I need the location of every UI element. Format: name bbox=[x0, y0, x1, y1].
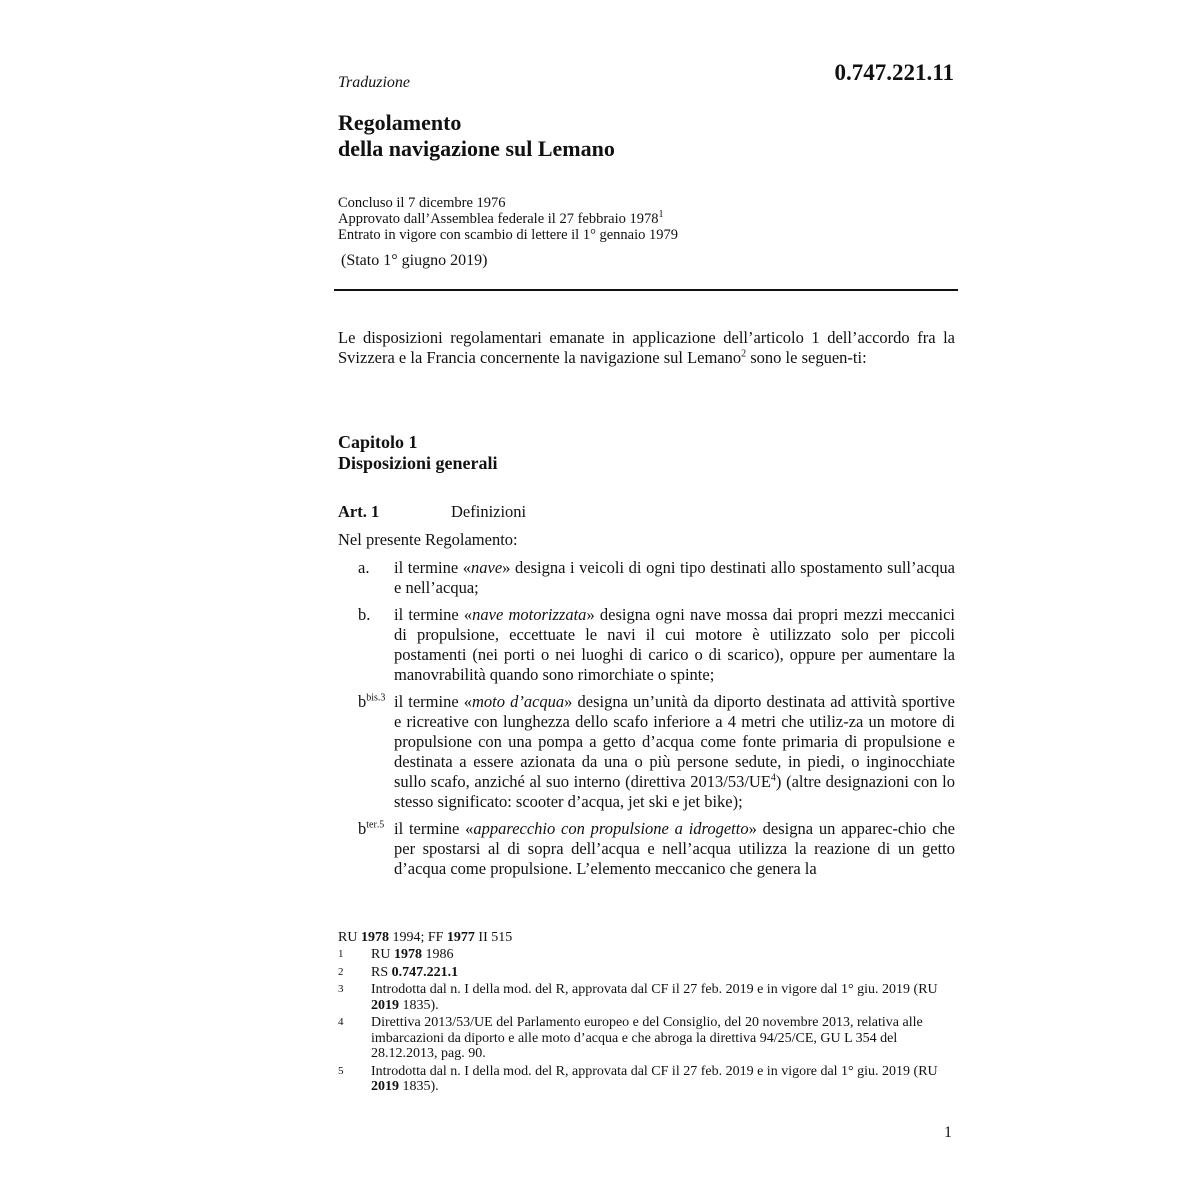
translation-label: Traduzione bbox=[338, 74, 411, 91]
item-text: il termine «apparecchio con propulsione a idrogetto» designa un apparec-chio che per spostarsi al di sopra dell’acqua e nell’acqua utilizza la reazione di un getto d’acqua come propulsione. L’elemento meccanico che genera la bbox=[394, 819, 955, 878]
status-date: (Stato 1° giugno 2019) bbox=[341, 252, 488, 269]
in-force-date: Entrato in vigore con scambio di lettere il 1° gennaio 1979 bbox=[338, 227, 679, 243]
article-lead: Nel presente Regolamento: bbox=[338, 530, 518, 549]
article-number: Art. 1 bbox=[338, 502, 380, 521]
item-label: a. bbox=[358, 558, 370, 577]
footnote-number: 2 bbox=[338, 965, 344, 978]
footnote-text: Direttiva 2013/53/UE del Parlamento europeo e del Consiglio, del 20 novembre 2013, relativa alle imbarcazioni da diporto e alle moto d’acqua e che abroga la direttiva 94/25/CE, GU L 354 del 28.12.2013, pag. 90. bbox=[371, 1015, 923, 1061]
chapter-number: Capitolo 1 bbox=[338, 432, 418, 452]
footnote-ref[interactable]: 4 bbox=[770, 772, 776, 784]
footnote-ref[interactable]: .3 bbox=[377, 692, 386, 704]
chapter-title: Disposizioni generali bbox=[338, 453, 498, 473]
list-item bbox=[338, 558, 955, 598]
footnote bbox=[338, 947, 938, 963]
item-text: il termine «nave» designa i veicoli di ogni tipo destinati allo spostamento sull’acqua e nell’acqua; bbox=[394, 558, 955, 597]
footnote-text: RU 1978 1986 bbox=[371, 947, 454, 962]
article-title: Definizioni bbox=[451, 502, 527, 521]
item-label: $b^{bis.3}$ bbox=[358, 692, 386, 711]
footnote bbox=[338, 982, 938, 1013]
footnote bbox=[338, 965, 938, 981]
footnote bbox=[338, 1064, 938, 1095]
footnote-ref[interactable]: 1 bbox=[658, 209, 664, 221]
document-title bbox=[338, 110, 615, 162]
footnote-text: Introdotta dal n. I della mod. del R, approvata dal CF il 27 feb. 2019 e in vigore dal 1° giu. 2019 (RU 2019 1835). bbox=[371, 1063, 938, 1094]
footnote-ref[interactable]: 2 bbox=[741, 348, 747, 360]
list-item bbox=[338, 605, 955, 685]
list-item bbox=[338, 819, 955, 879]
concluded-date: Concluso il 7 dicembre 1976 bbox=[338, 195, 506, 211]
document-metadata bbox=[338, 195, 678, 243]
title-line-1: Regolamento bbox=[338, 110, 462, 135]
header-divider bbox=[334, 289, 958, 291]
article-heading bbox=[338, 502, 526, 522]
document-number: 0.747.221.11 bbox=[834, 60, 954, 85]
footnote bbox=[338, 1015, 938, 1062]
definitions-list bbox=[338, 558, 955, 886]
footnote-number: 4 bbox=[338, 1016, 344, 1028]
chapter-heading bbox=[338, 432, 498, 474]
item-label: b. bbox=[358, 605, 371, 624]
page-number: 1 bbox=[944, 1124, 952, 1141]
footnotes bbox=[338, 947, 938, 1097]
approved-date: Approvato dall’Assemblea federale il 27 febbraio 1978$^1$ bbox=[338, 209, 664, 227]
source-reference: RU 1978 1994; FF 1977 II 515 bbox=[338, 930, 513, 945]
footnote-number: 3 bbox=[338, 983, 344, 995]
footnote-number: 1 bbox=[338, 948, 344, 960]
title-line-2: della navigazione sul Lemano bbox=[338, 136, 615, 161]
item-text: il termine «moto d’acqua» designa un’unità da diporto destinata ad attività sportive e ricreative con lunghezza dello scafo inferiore a 4 metri che utiliz-za un motore di propulsione con una pompa a getto d’acqua come fonte primaria di propulsione e destinata a essere azionata da una o più persone sedute, in piedi, o inginocchiate sullo scafo, anziché al suo interno (direttiva $2013/53/UE^4$) (altre designazioni con lo stesso significato: scooter d’acqua, jet ski e jet bike); bbox=[394, 692, 955, 811]
footnote-ref[interactable]: .5 bbox=[376, 819, 385, 831]
item-label: $b^{ter.5}$ bbox=[358, 819, 385, 838]
footnote-number: 5 bbox=[338, 1064, 344, 1077]
item-text: il termine «nave motorizzata» designa ogni nave mossa dai propri mezzi meccanici di propulsione, eccettuate le navi il cui motore è utilizzato solo per piccoli postamenti (nei porti o nei luoghi di carico o di scarico), oppure per aumentare la manovrabilità quando sono rimorchiate o spinte; bbox=[394, 605, 955, 684]
footnote-text: RS 0.747.221.1 bbox=[371, 964, 459, 980]
list-item bbox=[338, 692, 955, 812]
intro-paragraph: Le disposizioni regolamentari emanate in applicazione dell’articolo 1 dell’accordo fra la Svizzera e la Francia concernente la navigazione sul Lemano$^2$ sono le seguen-ti: bbox=[338, 328, 955, 367]
footnote-text: Introdotta dal n. I della mod. del R, approvata dal CF il 27 feb. 2019 e in vigore dal 1° giu. 2019 (RU 2019 1835). bbox=[371, 982, 938, 1013]
